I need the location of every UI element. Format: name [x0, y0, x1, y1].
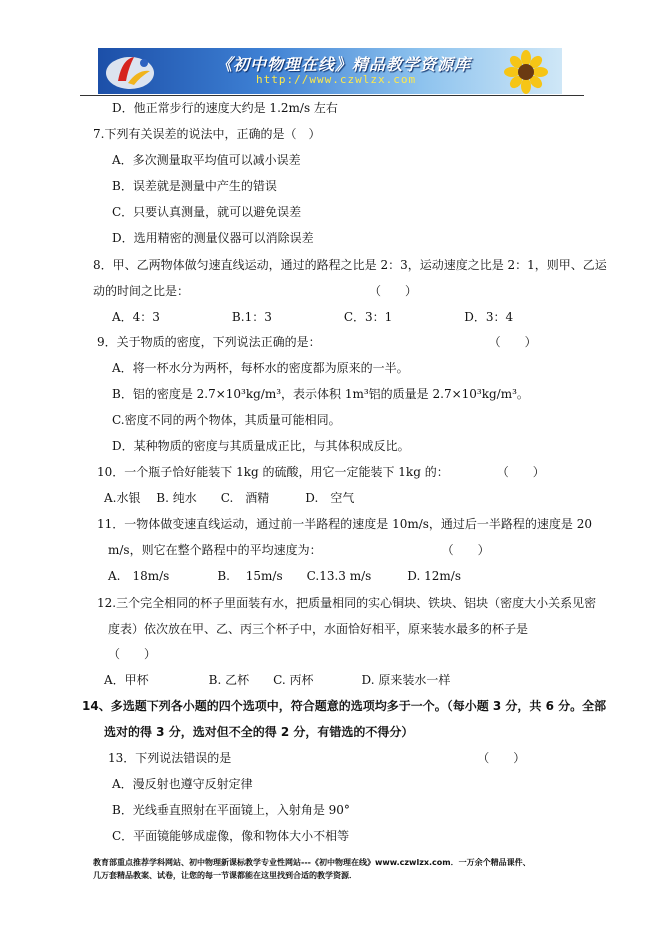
option-line: B．铝的密度是 2.7×10³kg/m³，表示体积 1m³铝的质量是 2.7×10³kg/m³。 — [112, 387, 529, 401]
options-row: A．4：3 B.1：3 C．3：1 D．3：4 — [112, 310, 514, 324]
question-12-blank: （ ） — [108, 647, 157, 661]
option-line: B．误差就是测量中产生的错误 — [112, 179, 277, 193]
option-line: C.密度不同的两个物体，其质量可能相同。 — [112, 413, 341, 427]
footer-line: 教育部重点推荐学科网站、初中物理新课标教学专业性网站---《初中物理在线》www.czwlzx.com．一万余个精品课件、 — [93, 858, 531, 867]
option-line: A．将一杯水分为两杯，每杯水的密度都为原来的一半。 — [112, 361, 409, 375]
option-line: C．平面镜能够成虚像，像和物体大小不相等 — [112, 829, 350, 843]
footer-line: 几万套精品教案、试卷，让您的每一节课都能在这里找到合适的教学资源． — [93, 871, 357, 880]
site-logo-icon — [104, 51, 160, 91]
header-rule — [80, 95, 584, 96]
option-line: D．他正常步行的速度大约是 1.2m/s 左右 — [112, 101, 338, 115]
question-7: 7.下列有关误差的说法中，正确的是（ ） — [93, 127, 321, 141]
option-line: A．多次测量取平均值可以减小误差 — [112, 153, 301, 167]
options-row: A. 18m/s B. 15m/s C.13.3 m/s D. 12m/s — [108, 569, 461, 583]
question-8: 8．甲、乙两物体做匀速直线运动，通过的路程之比是 2：3，运动速度之比是 2：1，则甲、乙运 — [93, 258, 607, 272]
question-11: 11．一物体做变速直线运动，通过前一半路程的速度是 10m/s，通过后一半路程的速度是 20 — [97, 517, 593, 531]
option-line: B．光线垂直照射在平面镜上，入射角是 90° — [112, 803, 350, 817]
option-line: A．漫反射也遵守反射定律 — [112, 777, 253, 791]
question-9: 9．关于物质的密度，下列说法正确的是： （ ） — [97, 335, 537, 349]
question-12: 12.三个完全相同的杯子里面装有水，把质量相同的实心铜块、铁块、铝块（密度大小关系见密 — [97, 596, 597, 610]
option-line: D．某种物质的密度与其质量成正比，与其体积成反比。 — [112, 439, 410, 453]
banner-title: 《初中物理在线》精品教学资源库 — [216, 55, 472, 74]
header-banner — [98, 48, 562, 94]
question-11-cont: m/s，则它在整个路程中的平均速度为： （ ） — [108, 543, 490, 557]
question-10: 10．一个瓶子恰好能装下 1kg 的硫酸，用它一定能装下 1kg 的： （ ） — [97, 465, 545, 479]
question-12-cont: 度表）依次放在甲、乙、丙三个杯子中，水面恰好相平，原来装水最多的杯子是 — [108, 622, 529, 636]
options-row: A.水银 B. 纯水 C. 酒精 D. 空气 — [104, 491, 355, 505]
option-line: D．选用精密的测量仪器可以消除误差 — [112, 231, 314, 245]
section-heading-cont: 选对的得 3 分，选对但不全的得 2 分，有错选的不得分） — [104, 725, 414, 739]
banner-url[interactable]: http://www.czwlzx.com — [256, 73, 417, 86]
question-13: 13．下列说法错误的是 （ ） — [108, 751, 526, 765]
option-line: C．只要认真测量，就可以避免误差 — [112, 205, 302, 219]
question-8-cont: 动的时间之比是： （ ） — [93, 284, 418, 298]
options-row: A．甲杯 B. 乙杯 C. 丙杯 D. 原来装水一样 — [104, 673, 451, 687]
sunflower-icon — [496, 50, 556, 94]
section-heading: 14、多选题下列各小题的四个选项中，符合题意的选项均多于一个。（每小题 3 分，共 6 分。全部 — [82, 699, 607, 713]
